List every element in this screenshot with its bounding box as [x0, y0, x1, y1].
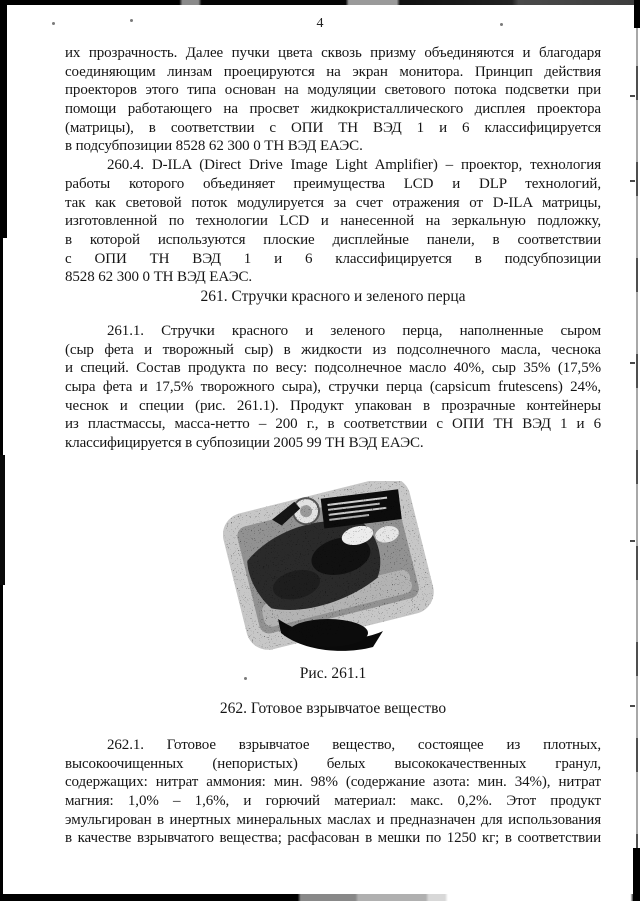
figure-caption: Рис. 261.1 — [299, 665, 367, 682]
pepper-container-illustration — [223, 481, 437, 651]
text-line: работы которого объединяет преимущества LCD и DLP технологий, — [65, 175, 601, 192]
text-line: эмульгирован в инертных минеральных маслах и предназначен для использования — [65, 811, 601, 828]
figure-photo-pepper-container — [223, 481, 437, 651]
text-line: 8528 62 300 0 ТН ВЭД ЕАЭС. — [65, 269, 253, 286]
scan-tick — [630, 705, 635, 707]
text-line: и специй. Состав продукта по весу: подсолнечное масло 40%, сыр 35% (17,5% — [65, 360, 601, 377]
text-line: чеснок и специи (рис. 261.1). Продукт упакован в прозрачные контейнеры — [65, 397, 601, 414]
scan-edge-right — [636, 4, 638, 849]
text-line: изготовленной по технологии LCD и нанесенной на зеркальную подложку, — [65, 213, 601, 230]
text-line: соединяющим линзам проецируются на экран монитора. Принцип действия — [65, 63, 601, 80]
text-line: (сыр фета и творожный сыр) в жидкости из подсолнечного масла, чеснока — [65, 341, 601, 358]
paragraph-262-1 — [65, 736, 601, 848]
scan-tick — [630, 362, 635, 364]
text-line: 261.1. Стручки красного и зеленого перца, наполненные сыром — [107, 323, 601, 339]
paragraph-261-1 — [65, 322, 601, 453]
text-line: сыра фета и 17,5% творожного сыра), стручки перца (capsicum frutescens) 24%, — [65, 379, 601, 396]
text-line: (матрицы), в соответствии с ОПИ ТН ВЭД 1 и 6 классифицируется — [65, 119, 601, 136]
scan-edge-left-mid — [0, 455, 5, 585]
text-line: 260.4. D-ILA (Direct Drive Image Light Amplifier) – проектор, технология — [107, 157, 601, 174]
text-line: так как световой поток модулируется за счет отражения от D-ILA матрицы, — [65, 194, 601, 211]
scan-corner-bottom-right — [633, 848, 640, 901]
text-line: из пластмассы, масса-нетто – 200 г., в соответствии с ОПИ ТН ВЭД 1 и 6 — [65, 416, 601, 433]
paragraph-projector-intro-continued — [65, 44, 601, 156]
text-line: в подсубпозиции 8528 62 300 0 ТН ВЭД ЕАЭС. — [65, 138, 363, 155]
paragraph-260-4 — [65, 156, 601, 287]
scan-tick — [630, 95, 635, 97]
scan-edge-bottom — [0, 894, 640, 901]
scan-edge-top — [0, 0, 640, 5]
text-line: содержащих: нитрат аммония: мин. 98% (содержание азота: мин. 34%), нитрат — [65, 774, 601, 791]
text-line: в которой используются плоские дисплейные панели, в соответствии — [65, 231, 601, 248]
text-line: помощи работающего на просвет жидкокристаллического дисплея проектора — [65, 101, 601, 118]
text-line: 262.1. Готовое взрывчатое вещество, состоящее из плотных, — [107, 737, 601, 753]
scan-tick — [630, 180, 635, 182]
section-heading-261: 261. Стручки красного и зеленого перца — [200, 288, 466, 305]
scan-edge-left-thick — [0, 0, 7, 238]
text-line: с ОПИ ТН ВЭД 1 и 6 классифицируется в подсубпозиции — [65, 250, 601, 267]
section-heading-262: 262. Готовое взрывчатое вещество — [219, 700, 447, 717]
page-number: 4 — [316, 16, 324, 31]
text-line: высокоочищенных (непористых) белых высококачественных гранул, — [65, 755, 601, 772]
scan-tick — [630, 540, 635, 542]
text-line: их прозрачность. Далее пучки цвета сквозь призму объединяются и благодаря — [65, 45, 601, 61]
text-line: классифицируется в субпозиции 2005 99 ТН ВЭД ЕАЭС. — [65, 435, 424, 452]
text-line: в качестве взрывчатого вещества; расфасован в мешки по 1250 кг; в соответствии — [65, 830, 601, 847]
text-line: магния: 1,0% – 1,6%, и горючий материал: макс. 0,2%. Этот продукт — [65, 793, 601, 810]
text-line: проекторов этого типа основан на модуляции светового потока подсветки при — [65, 82, 601, 99]
